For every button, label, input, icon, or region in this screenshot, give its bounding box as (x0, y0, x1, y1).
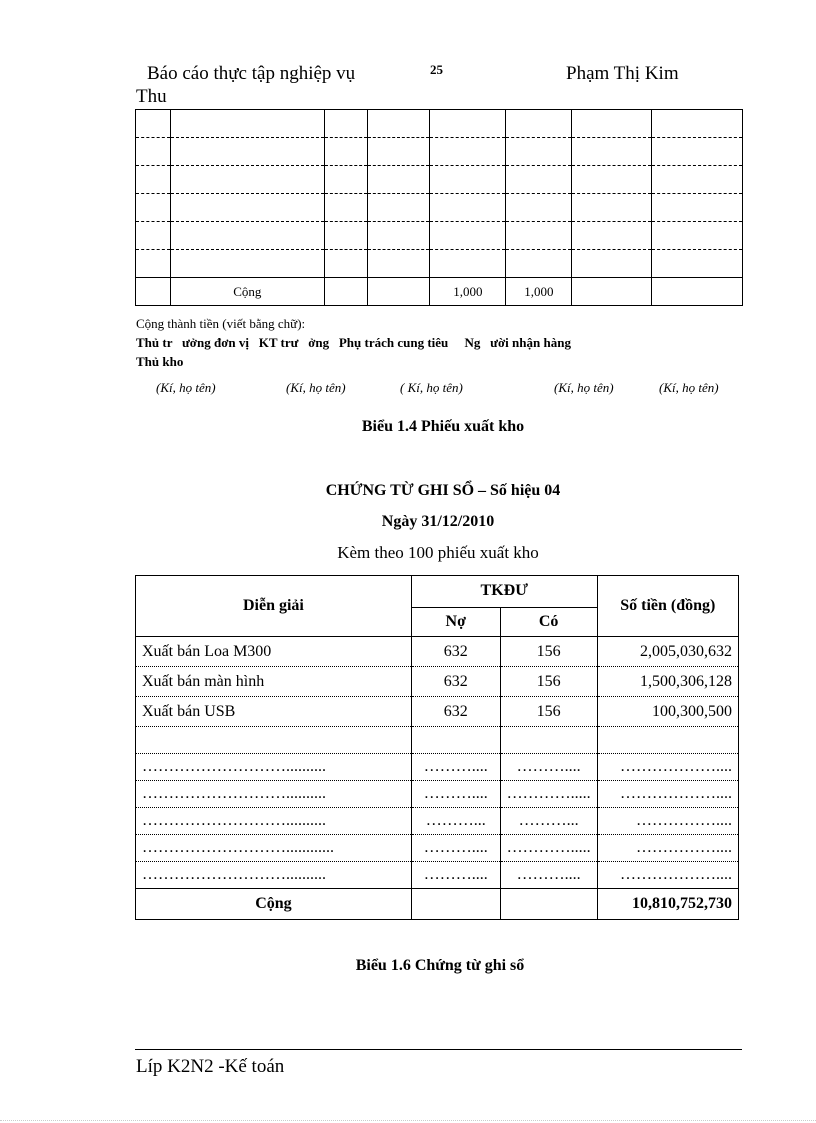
dot-row-amount: ……………….... (597, 862, 738, 889)
issue-slip-total-qty2: 1,000 (506, 278, 572, 306)
dot-row-desc: ………………………............ (136, 835, 412, 862)
voucher-total-label: Cộng (136, 889, 412, 920)
dot-row-amount: ……………….... (597, 754, 738, 781)
table-row (136, 667, 739, 697)
footer-divider (135, 1049, 742, 1050)
col-debit: Nợ (411, 607, 500, 636)
row-amount: 100,300,500 (597, 697, 738, 727)
dot-row-credit: ………... (500, 808, 597, 835)
table-row (136, 727, 739, 754)
dot-row-desc: ……………………….......... (136, 862, 412, 889)
dot-row-credit: ……….... (500, 862, 597, 889)
voucher-table (135, 575, 739, 920)
dot-row-amount: …………….... (597, 808, 738, 835)
table-row (136, 697, 739, 727)
row-desc: Xuất bán USB (136, 697, 412, 727)
sign-label-4: (Kí, họ tên) (554, 380, 614, 395)
row-credit: 156 (500, 697, 597, 727)
header-report-title: Báo cáo thực tập nghiệp vụ (147, 63, 356, 84)
caption-voucher: Biểu 1.6 Chứng từ ghi sổ (355, 957, 525, 974)
amount-in-words-label: Cộng thành tiền (viết bằng chữ): (136, 316, 306, 331)
table-row (136, 637, 739, 667)
row-debit: 632 (411, 667, 500, 697)
col-description: Diễn giải (136, 576, 412, 637)
row-desc: Xuất bán màn hình (136, 667, 412, 697)
dot-row-credit: ……….... (500, 754, 597, 781)
table-row (136, 808, 739, 835)
dot-row-amount: …………….... (597, 835, 738, 862)
dot-row-debit: ………... (411, 808, 500, 835)
page-bottom-dotted-line (0, 1120, 816, 1121)
issue-slip-table (135, 109, 743, 306)
table-row (136, 781, 739, 808)
row-desc: Xuất bán Loa M300 (136, 637, 412, 667)
table-row (136, 250, 743, 278)
row-amount: 2,005,030,632 (597, 637, 738, 667)
table-row (136, 138, 743, 166)
sign-label-5: (Kí, họ tên) (659, 380, 719, 395)
sign-label-2: (Kí, họ tên) (286, 380, 346, 395)
dot-row-debit: ……….... (411, 754, 500, 781)
signature-roles-line1: Thủ tr ưởng đơn vị KT trư ởng Phụ trách cung tiêu Ng ười nhận hàng (136, 335, 571, 350)
dot-row-desc: ……………………….......... (136, 754, 412, 781)
table-row (136, 166, 743, 194)
table-row (136, 194, 743, 222)
table-row (136, 222, 743, 250)
dot-row-credit: …………..... (500, 835, 597, 862)
row-amount: 1,500,306,128 (597, 667, 738, 697)
issue-slip-total-row (136, 278, 743, 306)
voucher-total-amount: 10,810,752,730 (597, 889, 738, 920)
table-row (136, 754, 739, 781)
row-credit: 156 (500, 667, 597, 697)
issue-slip-total-label: Cộng (170, 278, 324, 306)
dot-row-desc: ……………………….......... (136, 781, 412, 808)
col-account: TKĐƯ (411, 576, 597, 608)
table-row (136, 862, 739, 889)
col-credit: Có (500, 607, 597, 636)
dot-row-credit: …………..... (500, 781, 597, 808)
dot-row-debit: ……….... (411, 781, 500, 808)
header-author-wrap: Thu (136, 86, 167, 107)
dot-row-debit: ……….... (411, 862, 500, 889)
row-debit: 632 (411, 697, 500, 727)
header-author: Phạm Thị Kim (566, 63, 679, 84)
row-debit: 632 (411, 637, 500, 667)
signature-roles-line2: Thủ kho (136, 354, 184, 369)
voucher-attached: Kèm theo 100 phiếu xuất kho (337, 543, 539, 562)
table-row (136, 110, 743, 138)
col-amount: Số tiền (đồng) (597, 576, 738, 637)
voucher-date: Ngày 31/12/2010 (381, 513, 495, 530)
dot-row-amount: ……………….... (597, 781, 738, 808)
table-row (136, 835, 739, 862)
dot-row-debit: ……….... (411, 835, 500, 862)
dot-row-desc: ……………………….......... (136, 808, 412, 835)
row-credit: 156 (500, 637, 597, 667)
issue-slip-total-qty1: 1,000 (430, 278, 506, 306)
footer-class: Líp K2N2 -Kế toán (136, 1056, 285, 1077)
caption-issue-slip: Biểu 1.4 Phiếu xuất kho (361, 418, 525, 435)
voucher-title: CHỨNG TỪ GHI SỔ – Số hiệu 04 (325, 482, 561, 499)
voucher-total-row (136, 889, 739, 920)
sign-label-1: (Kí, họ tên) (156, 380, 216, 395)
page-number: 25 (430, 62, 443, 77)
sign-label-3: ( Kí, họ tên) (400, 380, 463, 395)
